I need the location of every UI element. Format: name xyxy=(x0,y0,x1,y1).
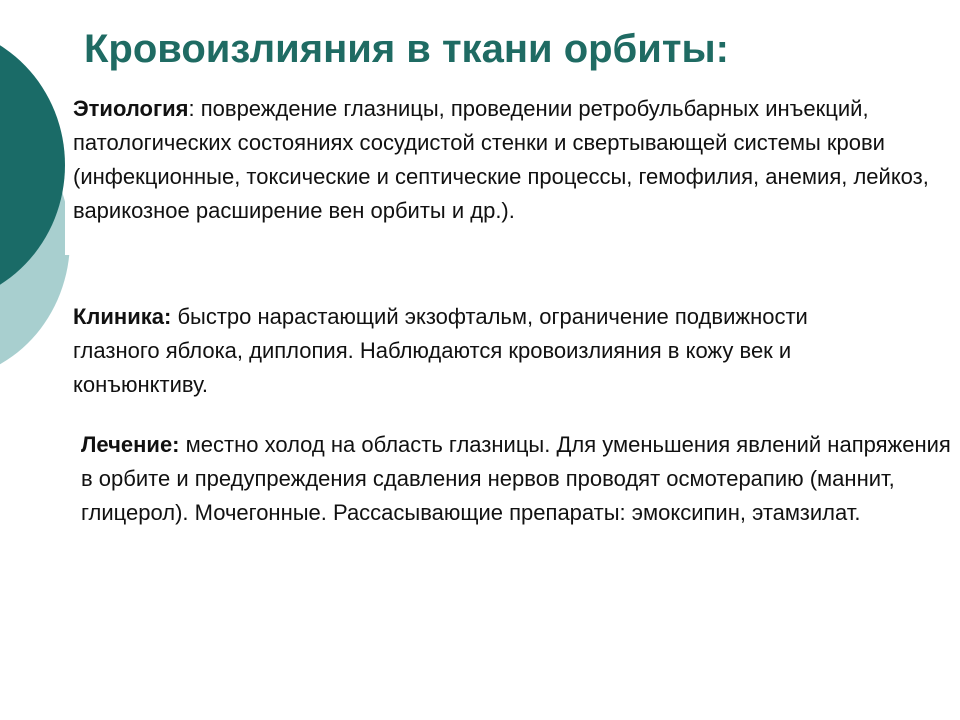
section-treatment-text: местно холод на область глазницы. Для уменьшения явлений напряжения в орбите и предупреждения сдавления нервов проводят осмотерапию (маннит, глицерол). Мочегонные. Рассасывающие препараты: эмоксипин, этамзилат. xyxy=(81,432,951,525)
section-etiology xyxy=(73,92,933,228)
section-clinic-label: Клиника: xyxy=(73,304,172,329)
section-etiology-separator: : xyxy=(188,96,201,121)
section-treatment xyxy=(81,428,951,530)
section-etiology-text: повреждение глазницы, проведении ретробульбарных инъекций, патологических состояниях сосудистой стенки и свертывающей системы крови (инфекционные, токсические и септические процессы, гемофилия, анемия, лейкоз, варикозное расширение вен орбиты и др.). xyxy=(73,96,929,223)
section-etiology-label: Этиология xyxy=(73,96,189,121)
section-treatment-label: Лечение: xyxy=(81,432,180,457)
section-clinic-text: быстро нарастающий экзофтальм, ограничение подвижности глазного яблока, диплопия. Наблюдаются кровоизлияния в кожу век и конъюнктиву. xyxy=(73,304,808,397)
section-clinic xyxy=(73,300,863,402)
slide-title: Кровоизлияния в ткани орбиты: xyxy=(84,27,729,71)
